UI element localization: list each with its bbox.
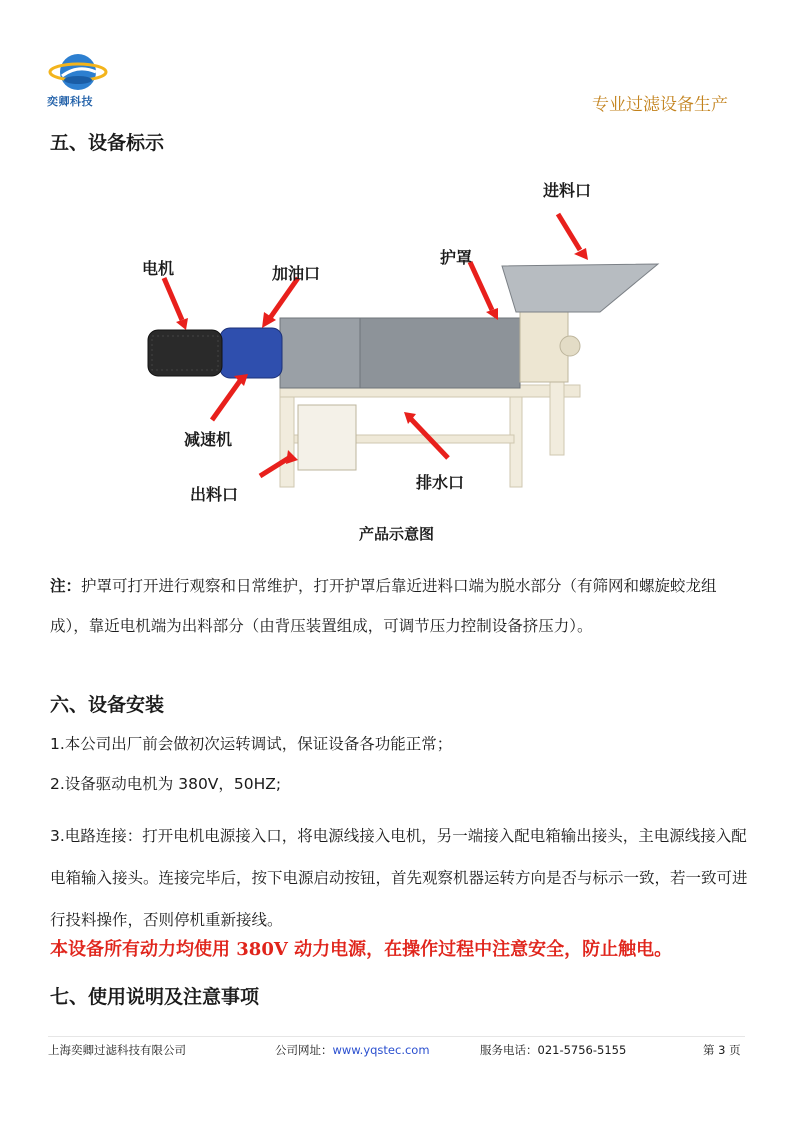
label-guard: 护罩: [440, 248, 473, 267]
section-title-6: 六、设备安装: [50, 694, 165, 716]
note-text: 护罩可打开进行观察和日常维护，打开护罩后靠近进料口端为脱水部分（有筛网和螺旋蛟龙组成），靠近电机端为出料部分（由背压装置组成，可调节压力控制设备挤压力）。: [50, 577, 717, 635]
safety-warning: 本设备所有动力均使用 380V 动力电源，在操作过程中注意安全，防止触电。: [50, 939, 673, 960]
figure-caption: 产品示意图: [358, 525, 434, 543]
label-drain-port: 排水口: [416, 473, 465, 492]
label-motor: 电机: [142, 259, 175, 278]
install-item-3: 3.电路连接：打开电机电源接入口，将电源线接入电机，另一端接入配电箱输出接头，主电源线接入配电箱输入接头。连接完毕后，按下电源启动按钮，首先观察机器运转方向是否与标示一致，若一致可进行投料操作，否则停机重新接线。: [50, 827, 748, 929]
label-reducer: 减速机: [184, 430, 233, 449]
header-tagline: 专业过滤设备生产: [592, 95, 728, 115]
footer-website: [275, 1042, 430, 1058]
section-title-7: 七、使用说明及注意事项: [50, 986, 260, 1008]
footer-page-number: 第 3 页: [703, 1043, 741, 1057]
machine-illustration: [130, 170, 670, 510]
footer-company: 上海奕卿过滤科技有限公司: [48, 1043, 186, 1057]
logo-text: 奕卿科技: [47, 95, 93, 108]
install-item-1: 1.本公司出厂前会做初次运转调试，保证设备各功能正常；: [50, 735, 453, 753]
footer-website-label: 公司网址：: [275, 1043, 333, 1057]
note-prefix: 注：: [50, 577, 82, 595]
install-item-2: 2.设备驱动电机为 380V，50HZ;: [50, 775, 282, 793]
note-paragraph: [50, 566, 750, 646]
label-feed-port: 进料口: [543, 181, 592, 200]
machine-figure: [130, 170, 670, 510]
label-oil-port: 加油口: [272, 264, 321, 283]
footer-divider: [48, 1036, 745, 1037]
footer-website-link[interactable]: www.yqstec.com: [332, 1043, 430, 1057]
footer-phone: 服务电话：021-5756-5155: [480, 1043, 627, 1057]
label-discharge-port: 出料口: [190, 485, 239, 504]
section-title-5: 五、设备标示: [50, 132, 165, 154]
